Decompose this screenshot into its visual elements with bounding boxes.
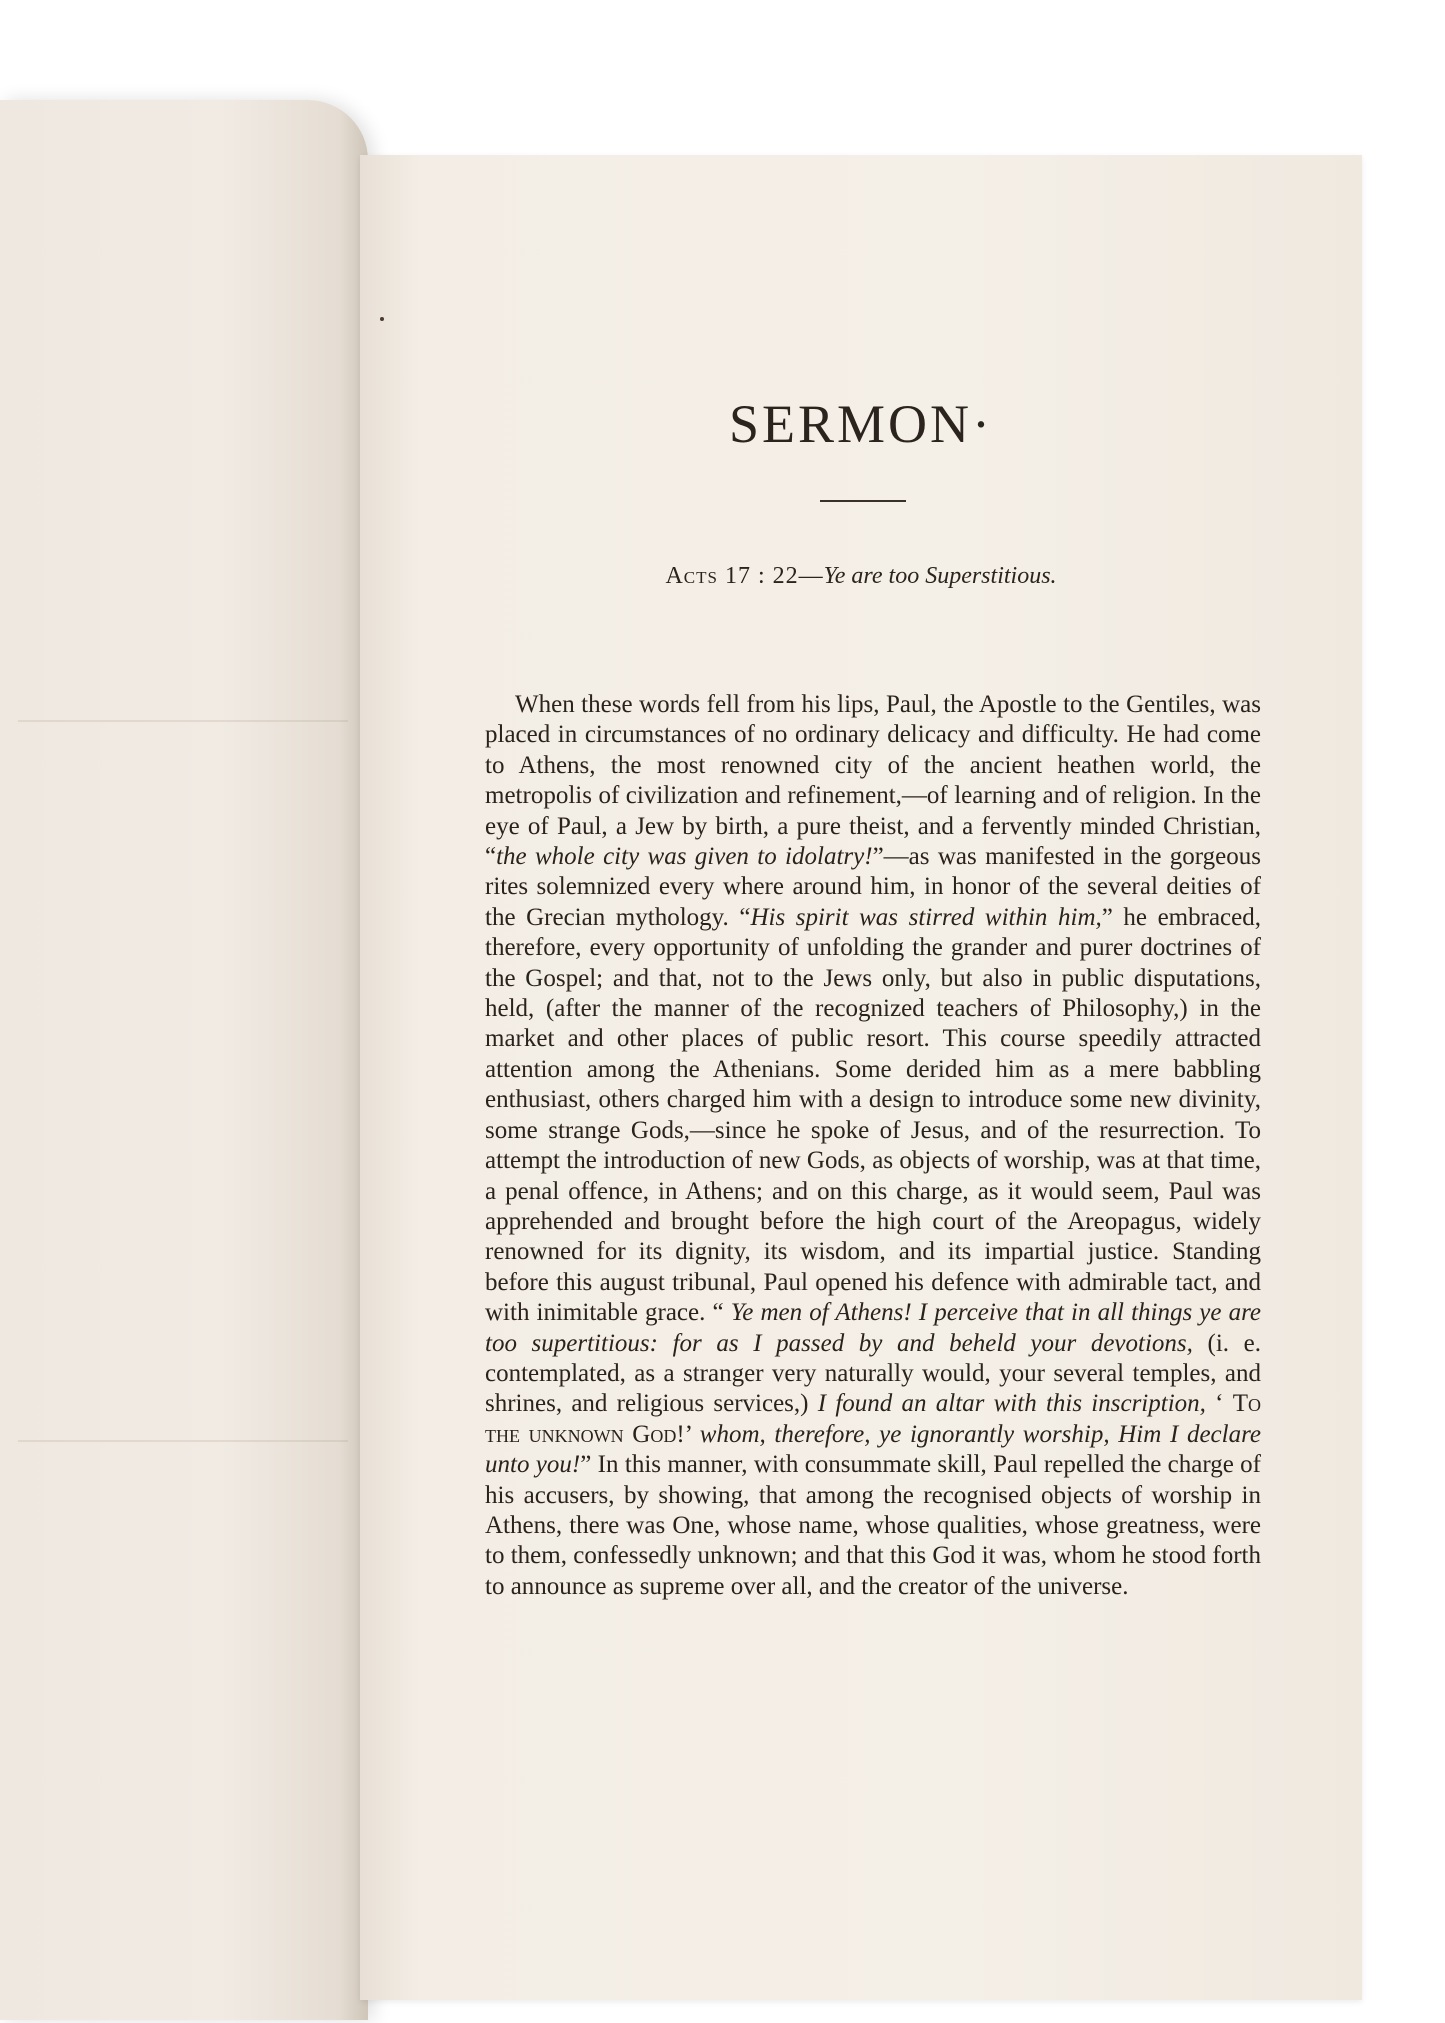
body-text-run: ”—as was manifested in the gorgeous rites solemnized every where around him, in honor of the several deities of the Grecian mythology. “ <box>485 843 1261 931</box>
body-text-run: ’ <box>684 1420 700 1448</box>
left-page-facing <box>0 100 368 2020</box>
sermon-body <box>485 690 1261 1602</box>
body-text-run: ‘ <box>1205 1390 1233 1418</box>
ghost-rule <box>18 720 348 722</box>
page-title: SERMON· <box>728 394 994 454</box>
body-italic-run: Ye men of Athens! I perceive that in all things ye are too supertitious: for as I passed by and beheld your devotions, <box>485 1299 1261 1357</box>
body-text-run: ” In this manner, with consummate skill, Paul repelled the charge of his accusers, by showing, that among the recognised objects of worship in Athens, there was One, whose name, whose qualities, whose greatness, were to them, confessedly unknown; and that this God it was, whom he stood forth to announce as supreme over all, and the creator of the universe. <box>485 1451 1261 1600</box>
epigraph-quote: Ye are too Superstitious. <box>823 563 1057 589</box>
ink-spot <box>380 317 384 321</box>
body-text-run: (i. e. contemplated, as a stranger very naturally would, your several temples, and shrines, and religious services,) <box>485 1329 1261 1418</box>
epigraph <box>360 563 1362 590</box>
body-smallcaps-run: To the unknown God! <box>485 1390 1262 1448</box>
body-paragraph <box>485 690 1261 1602</box>
body-italic-run: the whole city was given to idolatry! <box>496 843 873 871</box>
sermon-page <box>360 155 1362 2000</box>
body-italic-run: whom, therefore, ye ignorantly worship, Him I declare unto you! <box>485 1420 1261 1479</box>
ghost-rule <box>18 1440 348 1442</box>
body-italic-run: I found an altar with this inscription, <box>817 1390 1206 1418</box>
body-text-run: When these words fell from his lips, Paul, the Apostle to the Gentiles, was placed in circumstances of no ordinary delicacy and difficulty. He had come to Athens, the most renowned city of the ancient heathen world, the metropolis of civilization and refinement,—of learning and of religion. In the eye of Paul, a Jew by birth, a pure theist, and a fervently minded Christian, “ <box>485 691 1261 871</box>
epigraph-reference: Acts 17 : 22— <box>665 563 824 589</box>
body-text-run: ” he embraced, therefore, every opportunity of unfolding the grander and purer doctrines of the Gospel; and that, not to the Jews only, but also in public disputations, held, (after the manner of the recognized teachers of Philosophy,) in the market and other places of public resort. This course speedily attracted attention among the Athenians. Some derided him as a mere babbling enthusiast, others charged him with a design to introduce some new divinity, some strange Gods,—since he spoke of Jesus, and of the resurrection. To attempt the introduction of new Gods, as objects of worship, was at that time, a penal offence, in Athens; and on this charge, as it would seem, Paul was apprehended and brought before the high court of the Areopagus, widely renowned for its dignity, its wisdom, and its impartial justice. Standing before this august tribunal, Paul opened his defence with admirable tact, and with inimitable grace. “ <box>485 903 1261 1327</box>
body-italic-run: His spirit was stirred within him, <box>750 903 1102 931</box>
title-divider <box>820 500 906 502</box>
